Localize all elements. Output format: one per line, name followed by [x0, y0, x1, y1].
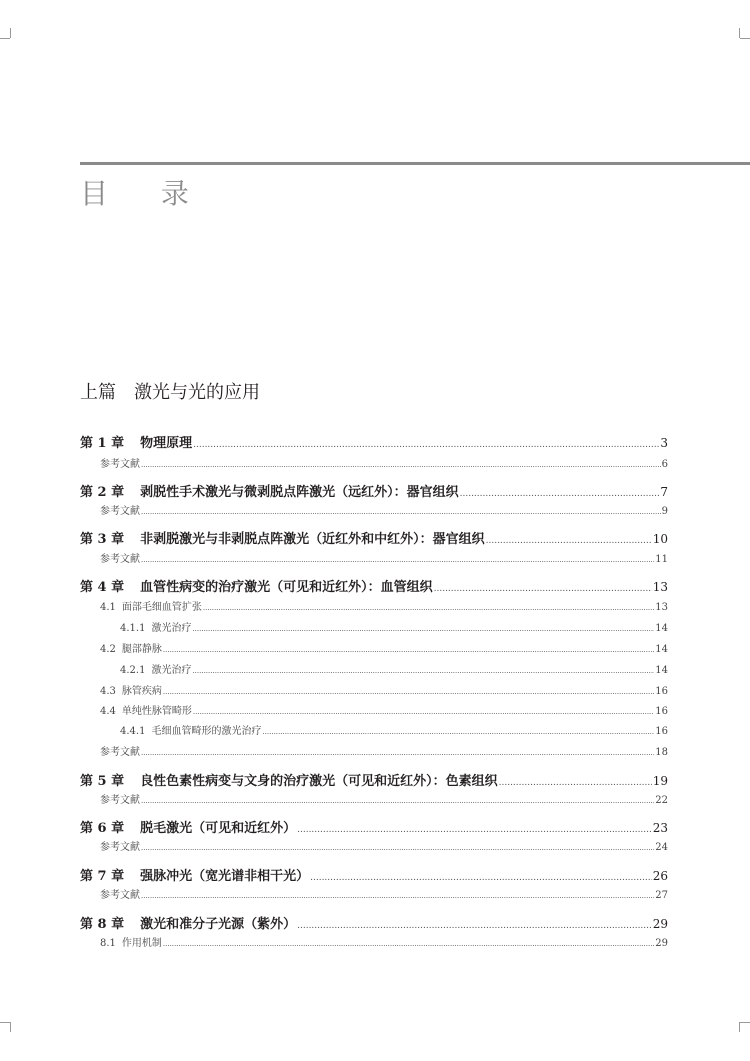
toc-entry-page: 6 — [661, 459, 668, 470]
toc-entry-title: 单纯性脉管畸形 — [121, 706, 192, 717]
toc-chapter-entry[interactable] — [80, 528, 668, 547]
toc-entry[interactable] — [100, 934, 668, 949]
toc-entry-title: 物理原理 — [140, 436, 193, 451]
part-heading — [80, 378, 260, 404]
toc-entry-page: 29 — [655, 938, 668, 949]
toc-entry-label — [80, 528, 485, 547]
crop-mark — [0, 1022, 10, 1023]
toc-entry-page: 16 — [655, 706, 668, 717]
toc-entry-page: 10 — [652, 532, 668, 546]
toc-entry-number: 8.1 — [100, 938, 116, 949]
toc-entry-page: 14 — [655, 665, 668, 676]
dot-leader — [141, 892, 654, 900]
toc-entry-title: 腿部静脉 — [121, 644, 162, 655]
toc-entry-page: 18 — [655, 747, 668, 758]
toc-chapter-entry[interactable] — [80, 913, 668, 932]
dot-leader — [486, 536, 652, 546]
dot-leader — [141, 556, 654, 564]
toc-entry[interactable] — [100, 550, 668, 565]
toc-entry-title: 参考文献 — [100, 747, 140, 758]
dot-leader — [192, 667, 654, 675]
toc-entry-title: 激光治疗 — [151, 665, 192, 676]
dot-leader — [193, 708, 654, 716]
crop-mark — [739, 1022, 740, 1032]
toc-entry-title: 参考文献 — [100, 459, 140, 470]
toc-chapter-entry[interactable] — [80, 770, 668, 789]
toc-entry-number: 第 1 章 — [80, 436, 125, 451]
toc-entry-page: 23 — [652, 821, 668, 835]
toc-entry[interactable] — [100, 886, 668, 901]
toc-entry-label — [100, 502, 140, 517]
toc-entry-number: 第 7 章 — [80, 869, 125, 884]
toc-entry-label — [80, 432, 192, 451]
toc-entry-title: 血管性病变的治疗激光（可见和近红外）：血管组织 — [140, 580, 433, 595]
toc-entry-page: 16 — [655, 726, 668, 737]
dot-leader — [297, 825, 652, 835]
toc-entry-label — [80, 865, 309, 884]
toc-entry-label — [100, 550, 140, 565]
toc-entry-page: 9 — [661, 506, 668, 517]
toc-chapter-entry[interactable] — [80, 432, 668, 451]
dot-leader — [163, 646, 654, 654]
toc-entry-title: 作用机制 — [121, 938, 162, 949]
toc-entry-label — [100, 934, 162, 949]
toc-entry-label — [80, 576, 433, 595]
toc-entry-title: 非剥脱激光与非剥脱点阵激光（近红外和中红外）：器官组织 — [140, 532, 485, 547]
toc-entry-number: 4.2.1 — [120, 665, 146, 676]
toc-entry-label — [100, 682, 162, 697]
toc-entry-number: 第 5 章 — [80, 774, 125, 789]
part-title: 激光与光的应用 — [134, 382, 260, 403]
toc-entry-label — [100, 791, 140, 806]
toc-entry-page: 13 — [652, 580, 668, 594]
toc-entry-label — [100, 838, 140, 853]
toc-entry-title: 激光和准分子光源（紫外） — [140, 917, 297, 932]
dot-leader — [141, 749, 654, 757]
toc-entry-label — [100, 598, 202, 613]
toc-entry-title: 剥脱性手术激光与微剥脱点阵激光（远红外）：器官组织 — [140, 485, 459, 500]
dot-leader — [297, 921, 652, 931]
header-rule — [80, 162, 750, 165]
toc-entry-label — [100, 743, 140, 758]
dot-leader — [141, 797, 654, 805]
toc-entry-number: 4.1 — [100, 602, 116, 613]
page-title: 目 录 — [80, 177, 211, 210]
toc-entry-number: 第 3 章 — [80, 532, 125, 547]
dot-leader — [192, 625, 654, 633]
toc-entry-page: 3 — [660, 436, 668, 450]
toc-entry[interactable] — [120, 722, 668, 737]
dot-leader — [163, 940, 654, 948]
toc-entry-number: 4.4 — [100, 706, 116, 717]
dot-leader — [434, 584, 652, 594]
dot-leader — [262, 728, 654, 736]
toc-entry-page: 14 — [655, 623, 668, 634]
toc-entry[interactable] — [100, 702, 668, 717]
toc-entry-page: 7 — [660, 485, 668, 499]
toc-entry-label — [80, 817, 296, 836]
toc-entry-title: 参考文献 — [100, 506, 140, 517]
toc-entry-page: 26 — [652, 869, 668, 883]
toc-entry-page: 29 — [652, 917, 668, 931]
toc-entry-label — [120, 722, 261, 737]
crop-mark — [10, 28, 11, 38]
dot-leader — [460, 489, 660, 499]
toc-entry[interactable] — [120, 661, 668, 676]
toc-entry-label — [80, 913, 296, 932]
toc-entry-title: 毛细血管畸形的激光治疗 — [151, 726, 262, 737]
dot-leader — [310, 873, 652, 883]
toc-entry-label — [120, 661, 191, 676]
toc-entry[interactable] — [100, 743, 668, 758]
toc-chapter-entry[interactable] — [80, 576, 668, 595]
toc-entry[interactable] — [100, 640, 668, 655]
dot-leader — [193, 440, 659, 450]
toc-entry-title: 参考文献 — [100, 795, 140, 806]
toc-entry[interactable] — [100, 838, 668, 853]
toc-entry-number: 4.4.1 — [120, 726, 146, 737]
toc-entry-title: 参考文献 — [100, 554, 140, 565]
dot-leader — [203, 604, 654, 612]
toc-entry-page: 27 — [655, 890, 668, 901]
toc-entry-title: 参考文献 — [100, 842, 140, 853]
toc-entry-number: 第 8 章 — [80, 917, 125, 932]
toc-entry-label — [100, 640, 162, 655]
dot-leader — [141, 844, 654, 852]
toc-entry-title: 脱毛激光（可见和近红外） — [140, 821, 297, 836]
dot-leader — [499, 778, 652, 788]
toc-entry-title: 良性色素性病变与文身的治疗激光（可见和近红外）：色素组织 — [140, 774, 498, 789]
toc-entry-label — [80, 770, 498, 789]
crop-mark — [10, 1022, 11, 1032]
dot-leader — [141, 461, 661, 469]
toc-entry-page: 13 — [655, 602, 668, 613]
crop-mark — [739, 28, 740, 38]
part-label: 上篇 — [80, 382, 116, 403]
toc-entry-page: 16 — [655, 686, 668, 697]
toc-entry[interactable] — [100, 682, 668, 697]
crop-mark — [0, 38, 10, 39]
toc-entry[interactable] — [100, 791, 668, 806]
toc-entry-number: 4.2 — [100, 644, 116, 655]
toc-entry-number: 4.1.1 — [120, 623, 146, 634]
crop-mark — [740, 1022, 750, 1023]
toc-entry-title: 参考文献 — [100, 890, 140, 901]
toc-entry-label — [100, 886, 140, 901]
toc-chapter-entry[interactable] — [80, 481, 668, 500]
toc-entry-page: 24 — [655, 842, 668, 853]
crop-mark — [740, 38, 750, 39]
toc-entry-number: 第 4 章 — [80, 580, 125, 595]
dot-leader — [141, 508, 661, 516]
toc-entry-number: 第 6 章 — [80, 821, 125, 836]
toc-entry[interactable] — [100, 598, 668, 613]
toc-entry-label — [100, 455, 140, 470]
toc-entry[interactable] — [100, 455, 668, 470]
toc-entry[interactable] — [100, 502, 668, 517]
toc-entry[interactable] — [120, 619, 668, 634]
toc-entry-title: 强脉冲光（宽光谱非相干光） — [140, 869, 310, 884]
toc-entry-label — [100, 702, 192, 717]
toc-entry-page: 19 — [652, 774, 668, 788]
toc-entry-page: 11 — [655, 554, 668, 565]
toc-entry-label — [120, 619, 191, 634]
toc-entry-number: 4.3 — [100, 686, 116, 697]
toc-chapter-entry[interactable] — [80, 817, 668, 836]
toc-entry-page: 22 — [655, 795, 668, 806]
toc-entry-title: 脉管疾病 — [121, 686, 162, 697]
toc-entry-title: 激光治疗 — [151, 623, 192, 634]
toc-chapter-entry[interactable] — [80, 865, 668, 884]
toc-entry-number: 第 2 章 — [80, 485, 125, 500]
toc-entry-page: 14 — [655, 644, 668, 655]
toc-entry-label — [80, 481, 459, 500]
toc-entry-title: 面部毛细血管扩张 — [121, 602, 202, 613]
dot-leader — [163, 688, 654, 696]
